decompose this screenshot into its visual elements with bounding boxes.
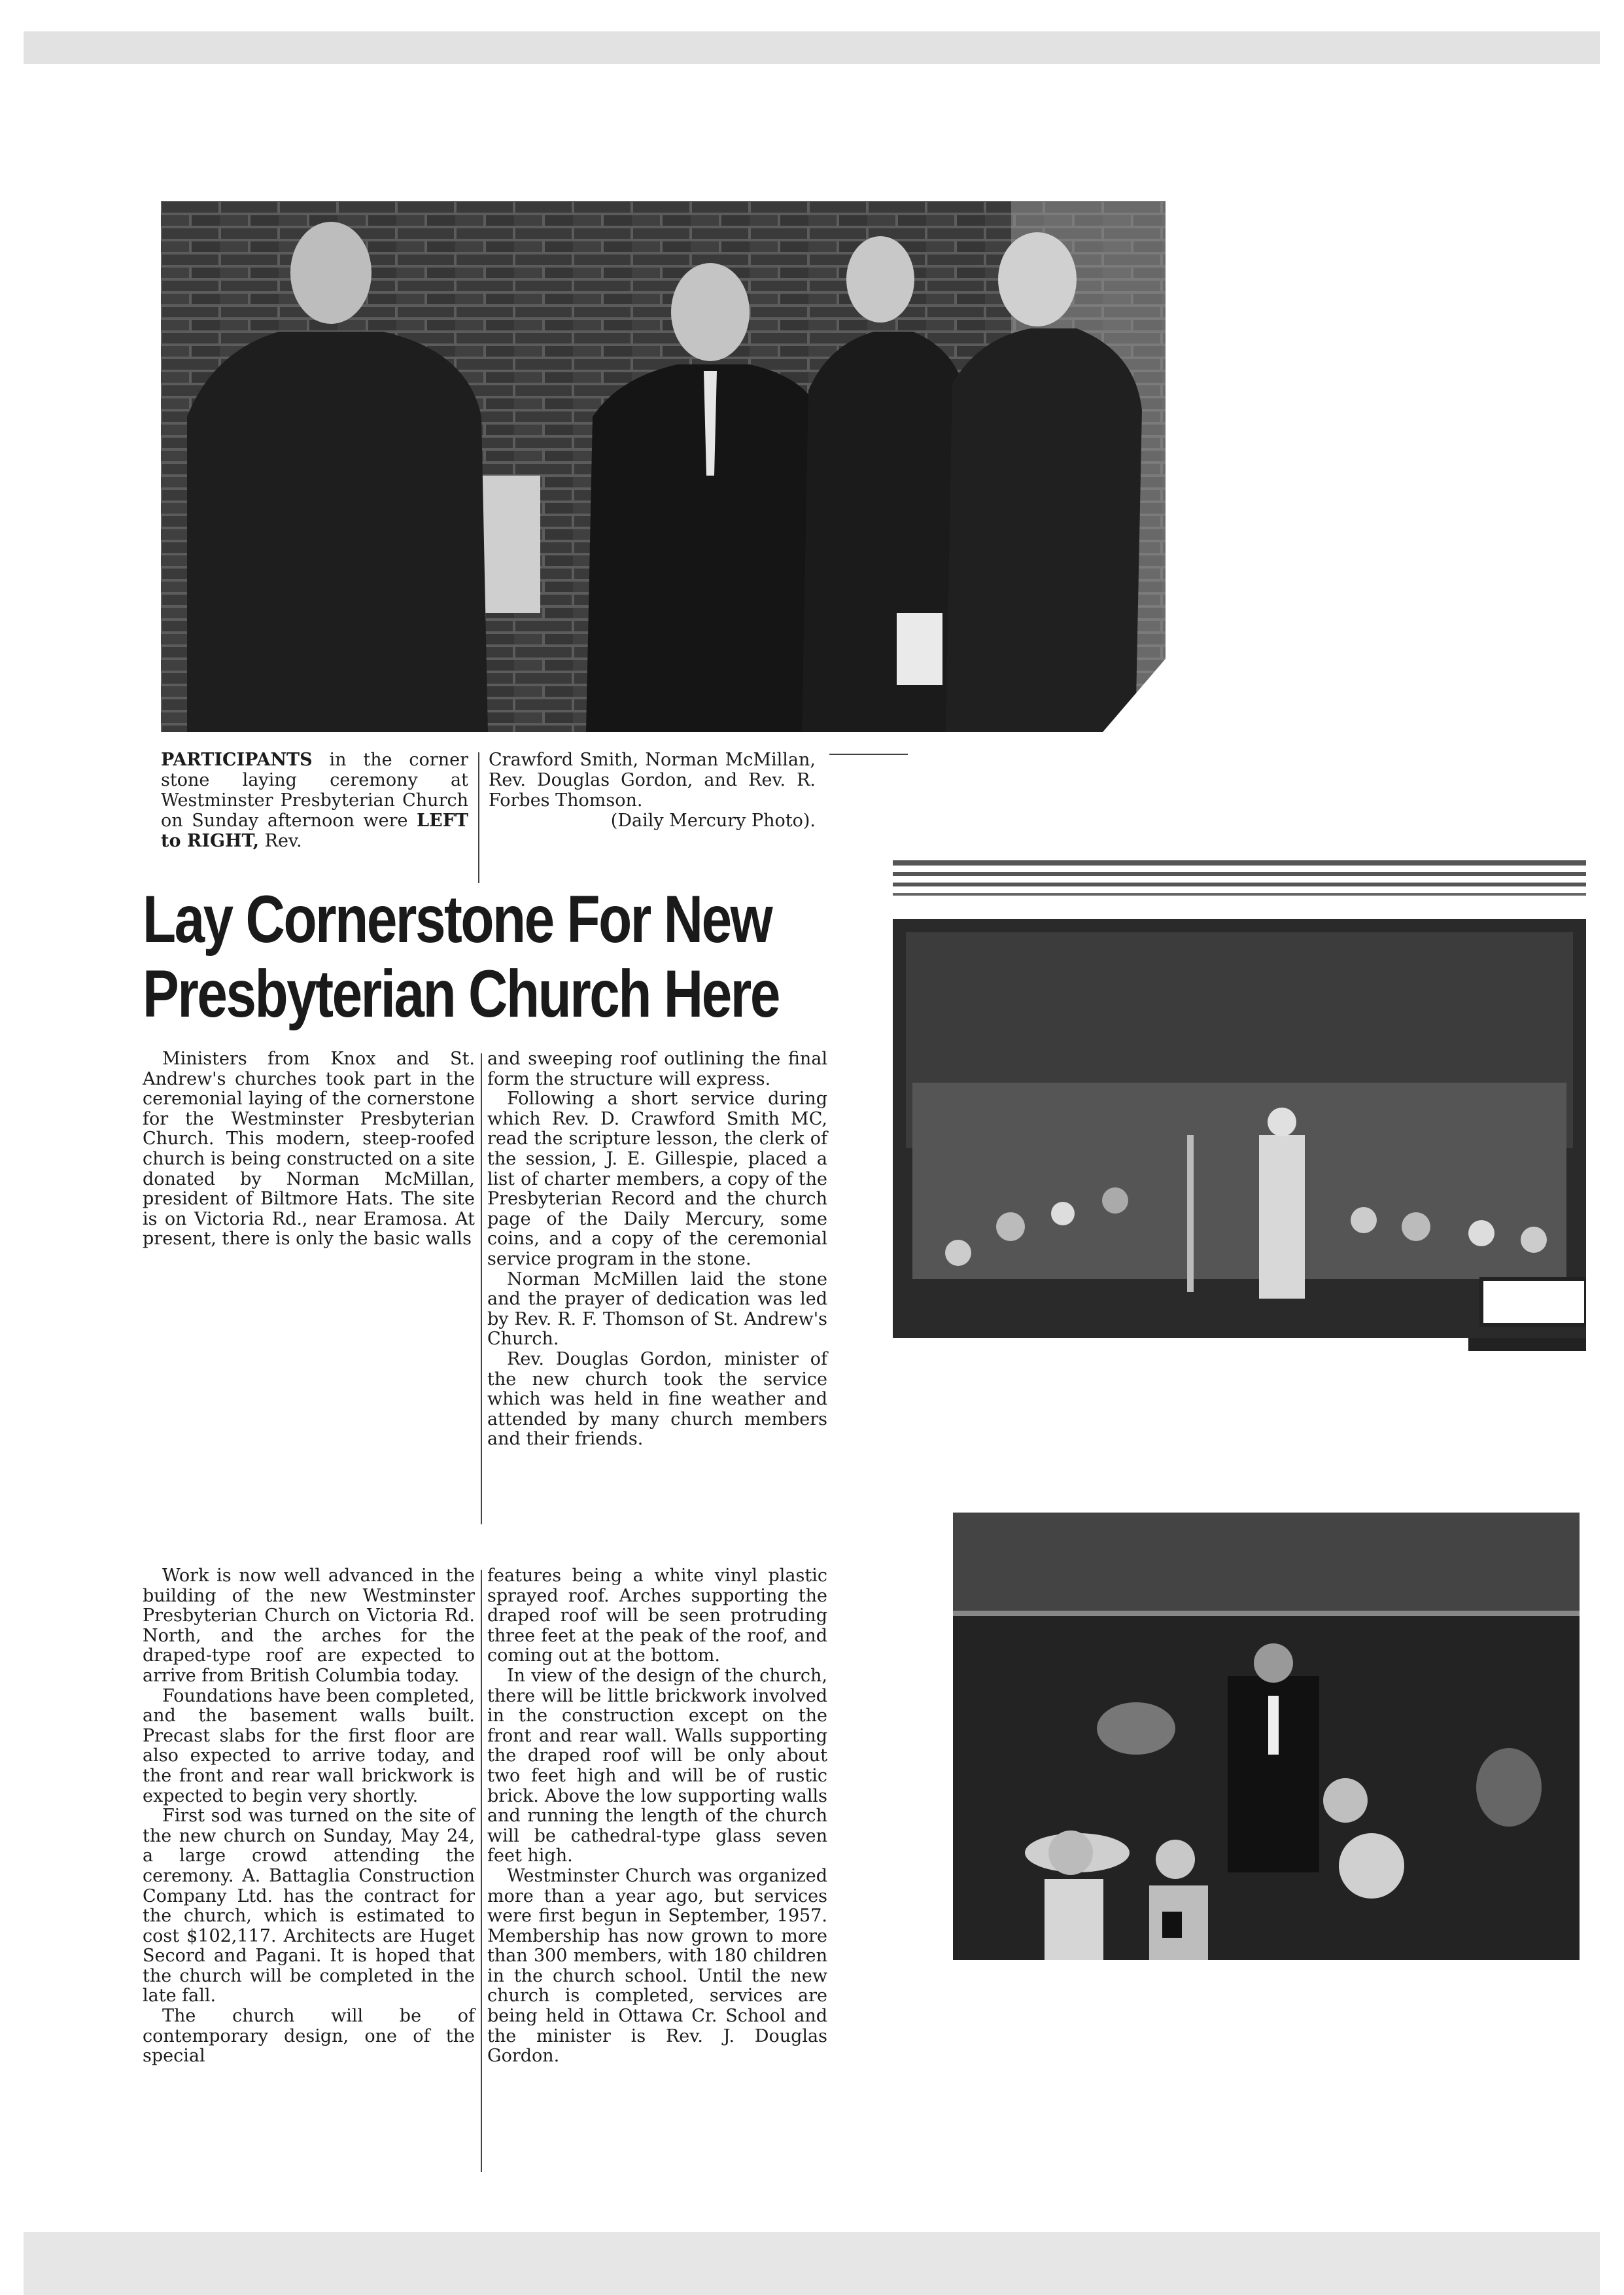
cornerstone-ceremony-photo	[161, 201, 1166, 732]
caption-names: Crawford Smith, Norman McMillan, Rev. Douglas Gordon, and Rev. R. Forbes Thomson.	[489, 750, 816, 811]
classroom-photo	[893, 860, 1586, 1389]
church-crowd-photo	[953, 1513, 1580, 1960]
photo-caption-col1	[161, 750, 468, 851]
story2-column2	[487, 1566, 827, 2067]
story2-paragraph: Westminster Church was organized more than a year ago, but services were first begun in September, 1957. Membership has now grown to more than 300 members, with 180 children in the church school. Until the new church is completed, services are being held in Ottawa Cr. School and the minister is Rev. J. Douglas Gordon.	[487, 1865, 827, 2067]
story1-paragraph: and sweeping roof outlining the final form the structure will express.	[487, 1049, 827, 1089]
story2-paragraph: Work is now well advanced in the building of the new Westminster Presbyterian Church on Victoria Rd. North, and the arches for the draped-type roof are expected to arrive from British Columbia today.	[143, 1566, 475, 1686]
caption-end: Rev.	[259, 831, 302, 851]
photo-caption-col2	[489, 750, 816, 831]
caption-divider	[478, 752, 479, 883]
story2-paragraph: In view of the design of the church, there will be little brickwork involved in the construction except on the front and rear wall. Walls supporting the draped roof will be only about two feet high and will be of rustic brick. Above the low supporting walls and running the length of the church will be cathedral-type glass seven feet high.	[487, 1665, 827, 1866]
photo-credit: (Daily Mercury Photo).	[610, 811, 816, 831]
story1-paragraph: Norman McMillen laid the stone and the prayer of dedication was led by Rev. R. F. Thomson of St. Andrew's Church.	[487, 1269, 827, 1350]
caption-text: in the corner stone laying ceremony at Westminster Presbyterian Church on Sunday afternoon were	[161, 750, 468, 831]
story2-paragraph: First sod was turned on the site of the new church on Sunday, May 24, a large crowd attending the ceremony. A. Battaglia Construction Company Ltd. has the contract for the church, which is estimated to cost $102,117. Architects are Huget Secord and Pagani. It is hoped that the church will be completed in the late fall.	[143, 1806, 475, 2006]
caption-direction: LEFT to RIGHT,	[161, 811, 468, 851]
headline	[143, 882, 779, 1031]
story1-column2	[487, 1049, 827, 1450]
story2-divider	[481, 1570, 482, 2172]
story2-paragraph: features being a white vinyl plastic sprayed roof. Arches supporting the draped roof will be seen protruding three feet at the peak of the roof, and coming out at the bottom.	[487, 1566, 827, 1666]
story2-paragraph: Foundations have been completed, and the basement walls built. Precast slabs for the first floor are also expected to arrive today, and the front and rear wall brickwork is expected to begin very shortly.	[143, 1685, 475, 1806]
story2-column1	[143, 1566, 475, 2067]
scan-bottom-band	[24, 2232, 1600, 2295]
story1-divider	[481, 1053, 482, 1524]
scan-top-band	[24, 31, 1600, 64]
headline-line2: Presbyterian Church Here	[143, 956, 779, 1031]
caption-top-rule	[829, 754, 908, 755]
story1-column1	[143, 1049, 475, 1250]
story2-paragraph: The church will be of contemporary design, one of the special	[143, 2006, 475, 2067]
caption-lead: PARTICIPANTS	[161, 750, 313, 770]
story1-paragraph: Ministers from Knox and St. Andrew's churches took part in the ceremonial laying of the cornerstone for the Westminster Presbyterian Church. This modern, steep-roofed church is being constructed on a site donated by Norman McMillan, president of Biltmore Hats. The site is on Victoria Rd., near Eramosa. At present, there is only the basic walls	[143, 1049, 475, 1250]
story1-paragraph: Rev. Douglas Gordon, minister of the new church took the service which was held in fine weather and attended by many church members and their friends.	[487, 1348, 827, 1450]
story1-paragraph: Following a short service during which Rev. D. Crawford Smith MC, read the scripture lesson, the clerk of the session, J. E. Gillespie, placed a list of charter members, a copy of the Presbyterian Record and the church page of the Daily Mercury, some coins, and a copy of the ceremonial service program in the stone.	[487, 1089, 827, 1269]
headline-line1: Lay Cornerstone For New	[143, 882, 772, 956]
